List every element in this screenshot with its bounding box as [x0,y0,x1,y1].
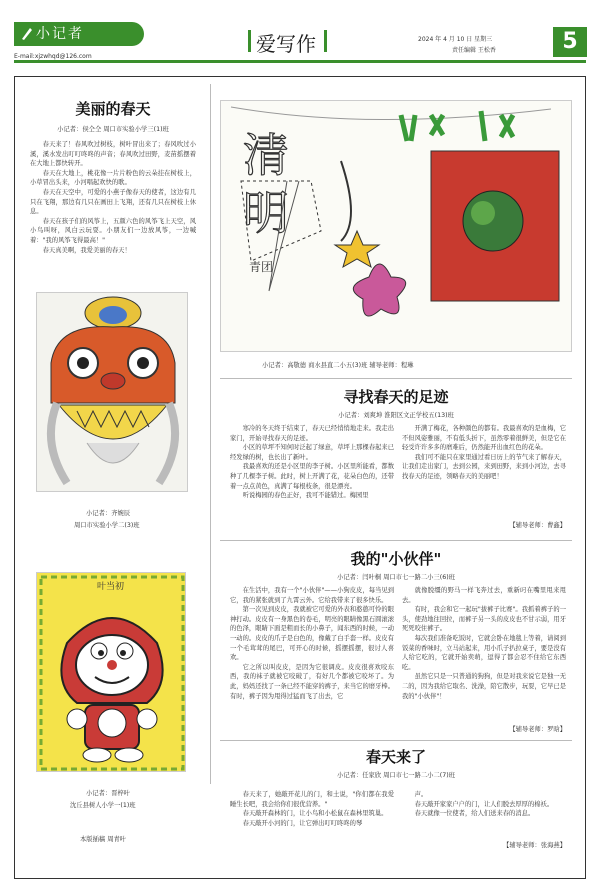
correspondent-credit: 本版插稿 周青叶 [80,836,127,843]
section-bar-right [324,30,327,52]
paragraph: 有时，我会和它一起玩"拔裤子比赛"。我抓着裤子的一头，使劲地往回拉，而裤子另一头的皮皮也不甘示弱，用牙死死咬住裤子。 [402,606,566,633]
art-caption-reporter: 小记者：齐婉辰 [86,510,131,517]
paragraph: 春天敲开森林的门，让小鸟和小松鼠在森林里筑巢。 [242,810,388,818]
article-byline: 小记者：刘爽坤 淮阳区文正学校五(13)班 [338,412,454,419]
article-byline: 小记者：侯仝仝 周口市实验小学三(1)班 [57,126,169,133]
article-body-col2 [402,586,566,701]
article-body-col1 [230,790,394,828]
paragraph: 春天在孩子们的风筝上，五颜六色的风筝飞上天空，风小鸟叫呀，风白云玩耍。小朋友们一边放风筝，一边喊着："我的风筝飞得最高！" [30,217,196,244]
paragraph: 它之所以叫皮皮，是因为它很调皮。皮皮很喜欢咬东西，我的袜子就被它咬破了，有好几个都被它咬坏了。为此，妈妈还找了一条已经不能穿的裤子，来当它的磨牙棒。有时，裤子因为甩得过猛而飞了出去，它 [230,663,394,700]
article-byline: 小记者：任家欣 周口市七一路二小二(7)班 [337,772,455,779]
article-body [30,140,196,255]
pen-icon [20,25,34,41]
section-title: 爱写作 [256,32,316,56]
paragraph: 春天真美啊，我爱美丽的春天！ [42,246,131,254]
paragraph: 寒冷的冬天终于结束了，春天已经悄悄地走来。我走出家门，开始寻找春天的足迹。 [230,425,394,442]
paragraph: 我们可不能只在家里通过看日历上的节气来了解春天，让我们走出家门，去到公园，来到田野，来到小河边，去寻找春天的足迹，领略春天的美丽吧！ [402,453,566,480]
cartoon-artwork [36,572,186,772]
art-char-qing: 清 [243,128,289,182]
qingming-illustration [221,101,572,352]
paragraph: 听说梅园的春色正好，我可不能错过。梅园里 [242,492,369,500]
paragraph: 每次我们准备吃饭时，它就会卧在地毯上等着，请阅到饭菜的香味时，立马站起来，用小爪子扒拉桌子，要是没有人给它吃的，它就开始卖萌，逗得了都会忍不住给它东西吃。 [402,634,566,671]
article-title: 我的"小伙伴" [350,550,442,568]
paragraph: 第一次见到皮皮，我就被它可爱的外表和憨憨可怜的眼神打动。皮皮有一身黑色的卷毛，明亮的眼睛像黑石圆滚滚的色泽，眼睛下面是粗而长的小鼻子，闻东西的时候，一动一动的。皮皮的爪子是白色的，像戴了白手套一样。皮皮有一个毛茸茸的尾巴，可开心的时候，摇摆摇摆，很讨人喜欢。 [230,606,394,662]
paragraph: 小区的草坪不知何时泛起了绿意，草坪上那棵春起来已经发绿的树，也长出了新叶。 [230,444,394,461]
paragraph: 虽然它只是一只普通的狗狗，但是对我来说它是独一无二的，因为我给它取名、洗澡，陪它散步，玩耍，它早已是我的"小伙伴"！ [402,673,566,700]
qingming-artwork [220,100,572,352]
advisor-note: 【辅导老师：曹鑫】 [509,522,566,529]
article-title: 寻找春天的足迹 [343,388,449,406]
paragraph: 春天敲开家家户户的门，让人们脱去厚厚的棉袄。 [414,800,554,808]
paragraph: 春天来了！春风吹过树枝，树叶冒出来了；春风吹过小溪，溪水发出叮叮咚咚的声音；春风吹过田野，麦苗摇摆着在大地上都快转开。 [30,141,196,168]
lion-head-illustration [37,293,188,492]
email-address: E-mail:xjzwhqd@126.com [14,53,92,60]
paragraph: 春天在大地上，桃花像一片片粉色的云朵挂在树枝上，小草冒出头来，小河唱起欢快的歌。 [30,169,196,187]
paragraph: 春天来了，她敲开花儿的门，和土说，"你们都在我爱睡生长吧，我会给你们很优营养。" [230,791,394,808]
advisor-note: 【辅导老师：张海燕】 [503,842,566,849]
article-byline: 小记者：闫叶桐 周口市七一路二小三(6)班 [337,574,455,581]
article-body-col2 [402,424,566,482]
art-char-ming: 明 [243,186,289,240]
artwork-title-text: 叶当初 [97,582,125,592]
art-caption-school: 沈丘县树人小学一(1)班 [70,802,136,809]
art-signature: 青团 [249,260,274,274]
article-body-col2 [402,790,566,819]
article-body-col1 [230,586,394,701]
paragraph: 声。 [414,791,428,798]
art-caption-school: 周口市实验小学二(3)班 [74,522,140,529]
column-divider [210,84,211,784]
paragraph: 就像脱缰的野马一样飞奔过去，重新叼在嘴里甩来甩去。 [402,587,566,604]
article-title: 美丽的春天 [75,100,151,118]
brand-name: 小记者 [36,26,84,42]
paragraph: 春天就像一位使者，给人们送来春的消息。 [414,810,535,818]
article-body-col1 [230,424,394,501]
art-caption-reporter: 小记者：晋梓叶 [86,790,131,797]
header-rule [14,60,586,63]
artwork-caption: 小记者：高敬德 商水县直二小五(3)班 辅导老师：程琳 [262,362,414,369]
lion-dance-artwork [36,292,188,492]
article-title: 春天来了 [365,748,426,766]
paragraph: 春天在天空中，可爱的小燕子像春天的使者，这边有几只在飞翔，那边有几只在画田上飞翔，还有几只在树枝上休息。 [30,188,196,216]
paragraph: 春天敲开小河的门，让它弹出叮叮咚咚的琴 [242,819,363,827]
advisor-note: 【辅导老师：罗晗】 [509,726,566,733]
section-divider [220,378,572,379]
cartoon-cat-illustration [37,573,186,772]
section-bar-left [248,30,251,52]
section-divider [220,740,572,741]
paragraph: 开满了梅花，各种颜色的都有。我最喜欢的是血梅，它不但风姿雅丽，不有低头折下，虽然零着很鲜美，但是它在轻受许许多多的磨难后，仍然能开出血红色的花朵。 [402,425,566,452]
issue-date: 2024 年 4 月 10 日 星期三 [418,36,493,43]
page-number: 5 [553,27,587,57]
paragraph: 在生活中，我有一个"小伙伴"——小狗皮皮，每当见到它，我的紧张就到了九霄云外。它给我带来了很多快乐。 [230,587,394,604]
section-divider [220,540,572,541]
paragraph: 我最喜欢的还是小区里的李子树。小区里所能看，都数种了几棵李子树。此时，树上开满了花，花朵白色的，还带着一点点黄色，真满了每根枝条，很是漂亮。 [230,463,394,490]
responsible-editor: 责任编辑 王松香 [452,47,496,54]
